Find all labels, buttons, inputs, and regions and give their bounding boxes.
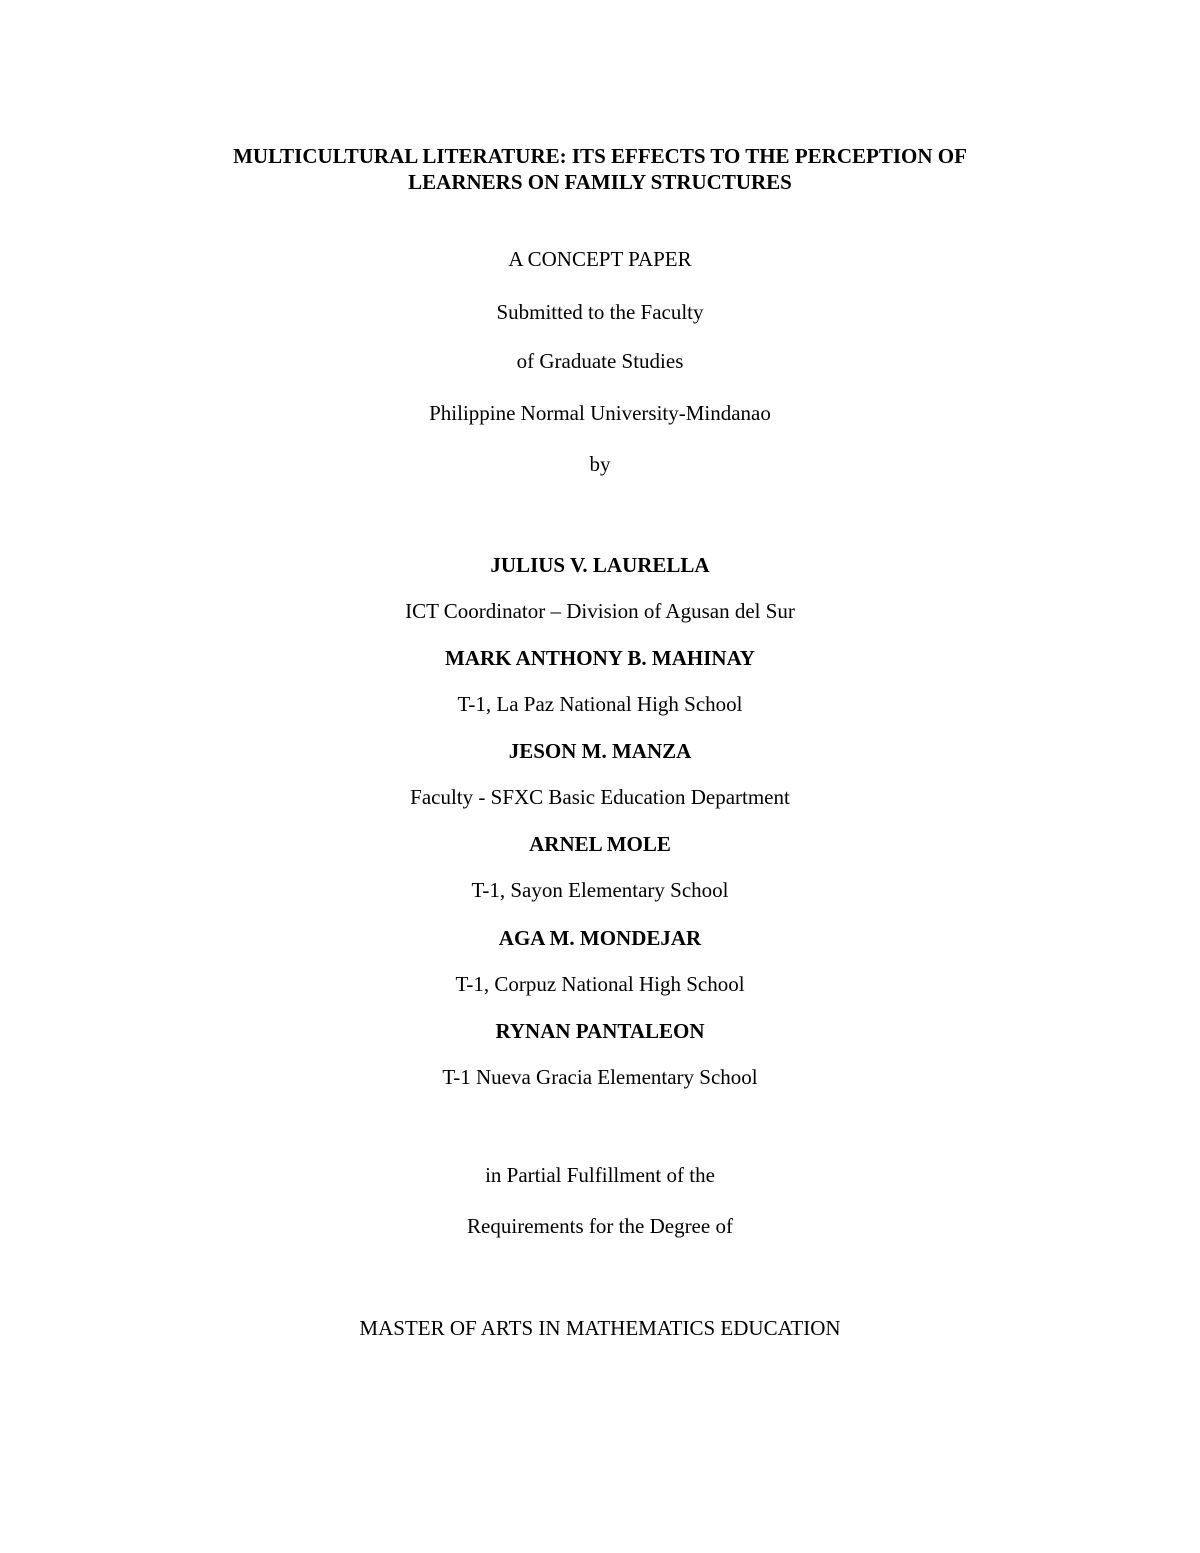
author-name: AGA M. MONDEJAR [498,926,702,950]
university-name: Philippine Normal University-Mindanao [429,401,771,425]
title-line-1: MULTICULTURAL LITERATURE: ITS EFFECTS TO THE PERCEPTION OF [233,144,967,168]
author-affiliation: Faculty - SFXC Basic Education Department [410,785,790,809]
degree-title: MASTER OF ARTS IN MATHEMATICS EDUCATION [359,1316,841,1340]
author-affiliation: T-1, Corpuz National High School [455,972,745,996]
author-name: RYNAN PANTALEON [495,1019,705,1043]
graduate-studies: of Graduate Studies [516,349,684,373]
document-type: A CONCEPT PAPER [508,247,692,271]
fulfillment-line-2: Requirements for the Degree of [467,1214,733,1238]
author-affiliation: T-1 Nueva Gracia Elementary School [442,1065,758,1089]
title-line-2: LEARNERS ON FAMILY STRUCTURES [408,170,792,194]
author-name: JESON M. MANZA [508,739,692,763]
author-affiliation: T-1, La Paz National High School [457,692,743,716]
author-name: MARK ANTHONY B. MAHINAY [445,646,755,670]
author-name: ARNEL MOLE [529,832,671,856]
author-affiliation: ICT Coordinator – Division of Agusan del Sur [405,599,795,623]
by-label: by [589,452,611,476]
fulfillment-line-1: in Partial Fulfillment of the [485,1163,715,1187]
author-name: JULIUS V. LAURELLA [490,553,710,577]
author-affiliation: T-1, Sayon Elementary School [471,878,729,902]
submitted-to: Submitted to the Faculty [496,300,704,324]
